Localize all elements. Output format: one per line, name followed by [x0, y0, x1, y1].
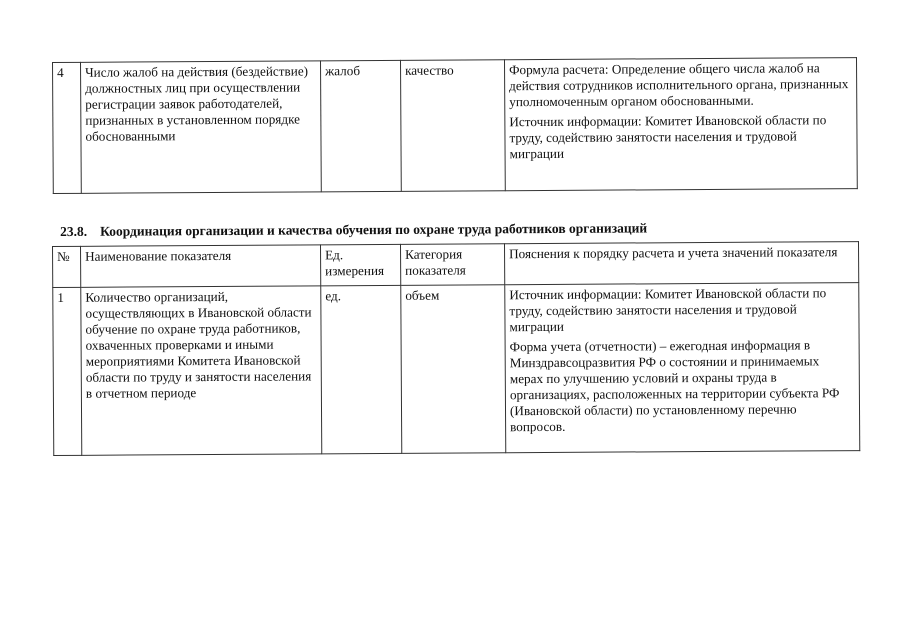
calculation-notes: [505, 283, 860, 453]
header-name: Наименование показателя: [81, 245, 321, 287]
header-notes: Пояснения к порядку расчета и учета значений показателя: [504, 242, 858, 285]
reporting-form-note: Форма учета (отчетности) – ежегодная информация в Минздравсоцразвития РФ о состоянии и принимаемых мерах по улучшению условий и охраны труда в организациях, расположенных на территории субъекта РФ (Ивановской области) по установленному перечню вопросов.: [509, 337, 840, 435]
calculation-notes: [504, 58, 857, 191]
header-number: №: [53, 246, 81, 287]
indicator-table-continued: [52, 57, 858, 194]
header-category: Категория показателя: [400, 244, 504, 286]
section-title: Координация организации и качества обучения по охране труда работников организаций: [99, 220, 648, 239]
section-heading: [60, 219, 860, 240]
unit-of-measure: жалоб: [320, 60, 401, 191]
header-unit: Ед. измерения: [320, 244, 400, 285]
indicator-name: Количество организаций, осуществляющих в Ивановской области обучение по охране труда работников, охваченных проверками и иными мероприятиями Комитета Ивановской области по труду и занятости населения в отчетном периоде: [81, 286, 322, 455]
formula-note: Формула расчета: Определение общего числа жалоб на действия сотрудников исполнительного органа, признанных уполномоченным органом обоснованными.: [509, 60, 849, 110]
source-note: Источник информации: Комитет Ивановской области по труду, содействию занятости населения и трудовой миграции: [509, 285, 827, 335]
row-number: 4: [53, 62, 82, 193]
table-row: [53, 58, 858, 194]
table-row: [53, 283, 860, 456]
source-note: Источник информации: Комитет Ивановской области по труду, содействию занятости населения и трудовой миграции: [509, 112, 827, 162]
indicator-table: [52, 241, 860, 456]
indicator-category: качество: [400, 60, 505, 192]
section-number: 23.8.: [60, 223, 88, 239]
row-number: 1: [53, 287, 82, 455]
indicator-name: Число жалоб на действия (бездействие) должностных лиц при осуществлении регистрации заявок работодателей, признанных в установленном порядке обоснованными: [81, 61, 322, 193]
table-header-row: [53, 242, 859, 288]
indicator-category: объем: [401, 285, 506, 454]
unit-of-measure: ед.: [321, 285, 402, 453]
